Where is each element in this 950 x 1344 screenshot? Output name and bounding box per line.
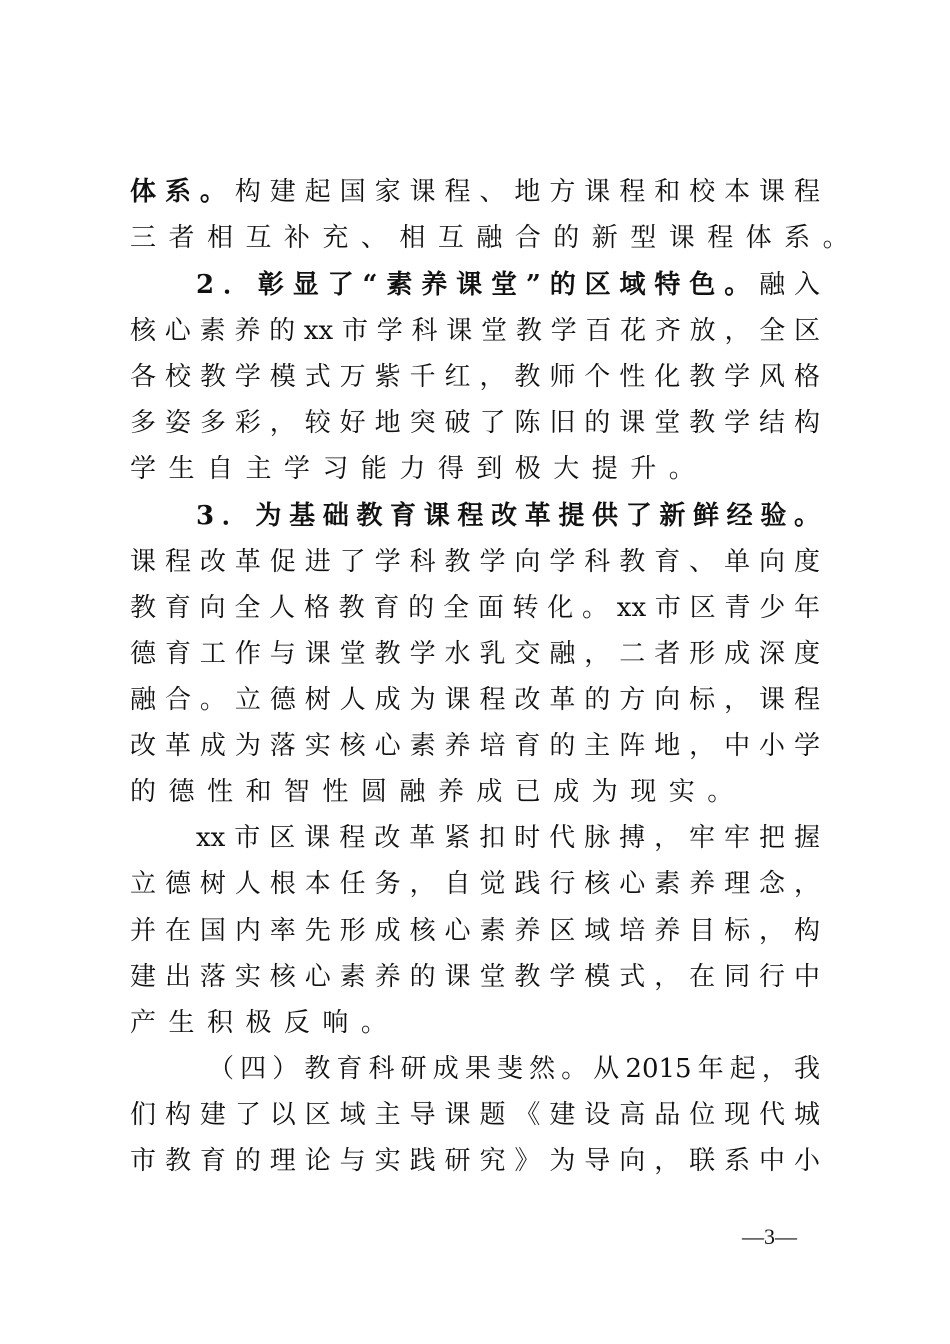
paragraph-line xyxy=(130,539,820,585)
paragraph-line xyxy=(130,400,820,446)
line-text: 教育向全人格教育的全面转化。xx市区青少年 xyxy=(130,593,820,623)
paragraph-line xyxy=(130,215,862,261)
paragraph-line xyxy=(130,446,820,492)
heading-fragment: 体系。 xyxy=(130,177,235,207)
subheading-line xyxy=(196,493,820,539)
paragraph-line xyxy=(130,677,820,723)
paragraph-line xyxy=(130,861,820,907)
line-text: （四）教育科研成果斐然。从2015年起，我 xyxy=(208,1054,820,1084)
paragraph-line xyxy=(130,631,820,677)
line-text: 德育工作与课堂教学水乳交融，二者形成深度 xyxy=(130,639,820,669)
paragraph-line xyxy=(130,354,820,400)
paragraph-line xyxy=(130,585,820,631)
line-text: 各校教学模式万紫千红，教师个性化教学风格 xyxy=(130,362,820,392)
paragraph-line xyxy=(130,308,820,354)
paragraph-line xyxy=(130,954,820,1000)
line-text: 建出落实核心素养的课堂教学模式，在同行中 xyxy=(130,962,820,992)
line-text: 融入 xyxy=(759,270,820,300)
paragraph-line xyxy=(130,1138,820,1184)
subheading-line xyxy=(196,262,820,308)
paragraph-line xyxy=(130,1092,820,1138)
line-text: 学生自主学习能力得到极大提升。 xyxy=(130,454,708,484)
line-text: 三者相互补充、相互融合的新型课程体系。 xyxy=(130,223,862,253)
paragraph-line xyxy=(130,723,820,769)
subheading-2: 2．彰显了“素养课堂”的区域特色。 xyxy=(196,270,760,300)
subheading-3: 3．为基础教育课程改革提供了新鲜经验。 xyxy=(196,501,820,531)
line-text: 多姿多彩，较好地突破了陈旧的课堂教学结构 xyxy=(130,408,820,438)
paragraph-line xyxy=(130,769,820,815)
line-text: 融合。立德树人成为课程改革的方向标，课程 xyxy=(130,685,820,715)
line-text: 改革成为落实核心素养培育的主阵地，中小学 xyxy=(130,731,820,761)
line-text: 并在国内率先形成核心素养区域培养目标，构 xyxy=(130,916,820,946)
page-number: —3— xyxy=(742,1224,797,1249)
paragraph-line xyxy=(130,908,820,954)
line-text: 们构建了以区域主导课题《建设高品位现代城 xyxy=(130,1100,820,1130)
line-text: 市教育的理论与实践研究》为导向，联系中小 xyxy=(130,1146,820,1176)
line-text: 的德性和智性圆融养成已成为现实。 xyxy=(130,777,746,807)
line-text: 核心素养的xx市学科课堂教学百花齐放，全区 xyxy=(130,316,820,346)
paragraph-line xyxy=(130,1000,820,1046)
paragraph-line xyxy=(130,169,820,215)
line-text: 课程改革促进了学科教学向学科教育、单向度 xyxy=(130,547,820,577)
line-text: 产生积极反响。 xyxy=(130,1008,400,1038)
line-text: 构建起国家课程、地方课程和校本课程 xyxy=(234,177,820,207)
line-text: xx市区课程改革紧扣时代脉搏，牢牢把握 xyxy=(196,823,820,853)
paragraph-line xyxy=(196,815,820,861)
paragraph-line xyxy=(208,1046,820,1092)
line-text: 立德树人根本任务，自觉践行核心素养理念， xyxy=(130,869,820,899)
